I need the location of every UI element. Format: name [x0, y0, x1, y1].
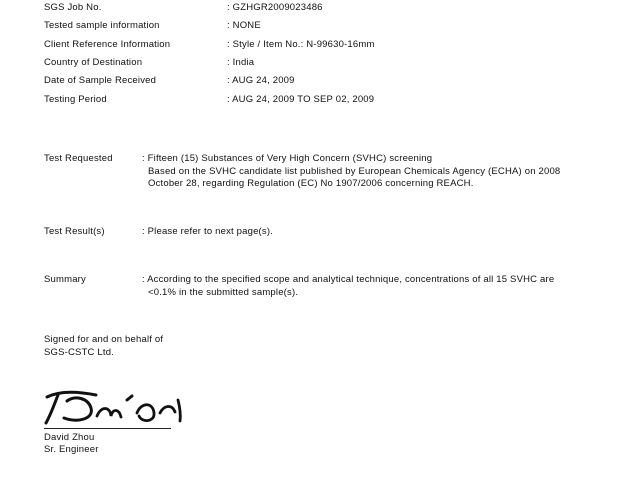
test-requested-value-line-2: Based on the SVHC candidate list published by European Chemicals Agency (ECHA) on 2008 — [148, 166, 561, 177]
handwritten-signature — [41, 388, 191, 426]
summary-label: Summary — [44, 274, 86, 285]
tested-sample-information-value: : NONE — [227, 20, 261, 31]
test-results-label: Test Result(s) — [44, 226, 105, 237]
client-reference-information-label: Client Reference Information — [44, 39, 171, 50]
tested-sample-information-label: Tested sample information — [44, 20, 160, 31]
country-of-destination-label: Country of Destination — [44, 57, 143, 68]
country-of-destination-value: : India — [227, 57, 255, 68]
signed-on-behalf-line-1: Signed for and on behalf of — [44, 334, 164, 345]
summary-value-line-2: <0.1% in the submitted sample(s). — [148, 287, 299, 298]
test-requested-value-line-3: October 28, regarding Regulation (EC) No 1907/2006 concerning REACH. — [148, 178, 474, 189]
signer-name: David Zhou — [44, 432, 95, 443]
sgs-job-no-label: SGS Job No. — [44, 2, 102, 13]
signer-title: Sr. Engineer — [44, 444, 99, 455]
testing-period-label: Testing Period — [44, 94, 107, 105]
date-of-sample-received-label: Date of Sample Received — [44, 75, 157, 86]
test-results-value: : Please refer to next page(s). — [142, 226, 274, 237]
signed-on-behalf-line-2: SGS-CSTC Ltd. — [44, 347, 115, 358]
signature-line — [44, 428, 171, 429]
testing-period-value: : AUG 24, 2009 TO SEP 02, 2009 — [227, 94, 375, 105]
test-requested-label: Test Requested — [44, 153, 113, 164]
sgs-job-no-value: : GZHGR2009023486 — [227, 2, 323, 13]
client-reference-information-value: : Style / Item No.: N-99630-16mm — [227, 39, 375, 50]
date-of-sample-received-value: : AUG 24, 2009 — [227, 75, 295, 86]
test-requested-value-line-1: : Fifteen (15) Substances of Very High Concern (SVHC) screening — [142, 153, 433, 164]
summary-value-line-1: : According to the specified scope and analytical technique, concentrations of all 15 SVHC are — [142, 274, 555, 285]
